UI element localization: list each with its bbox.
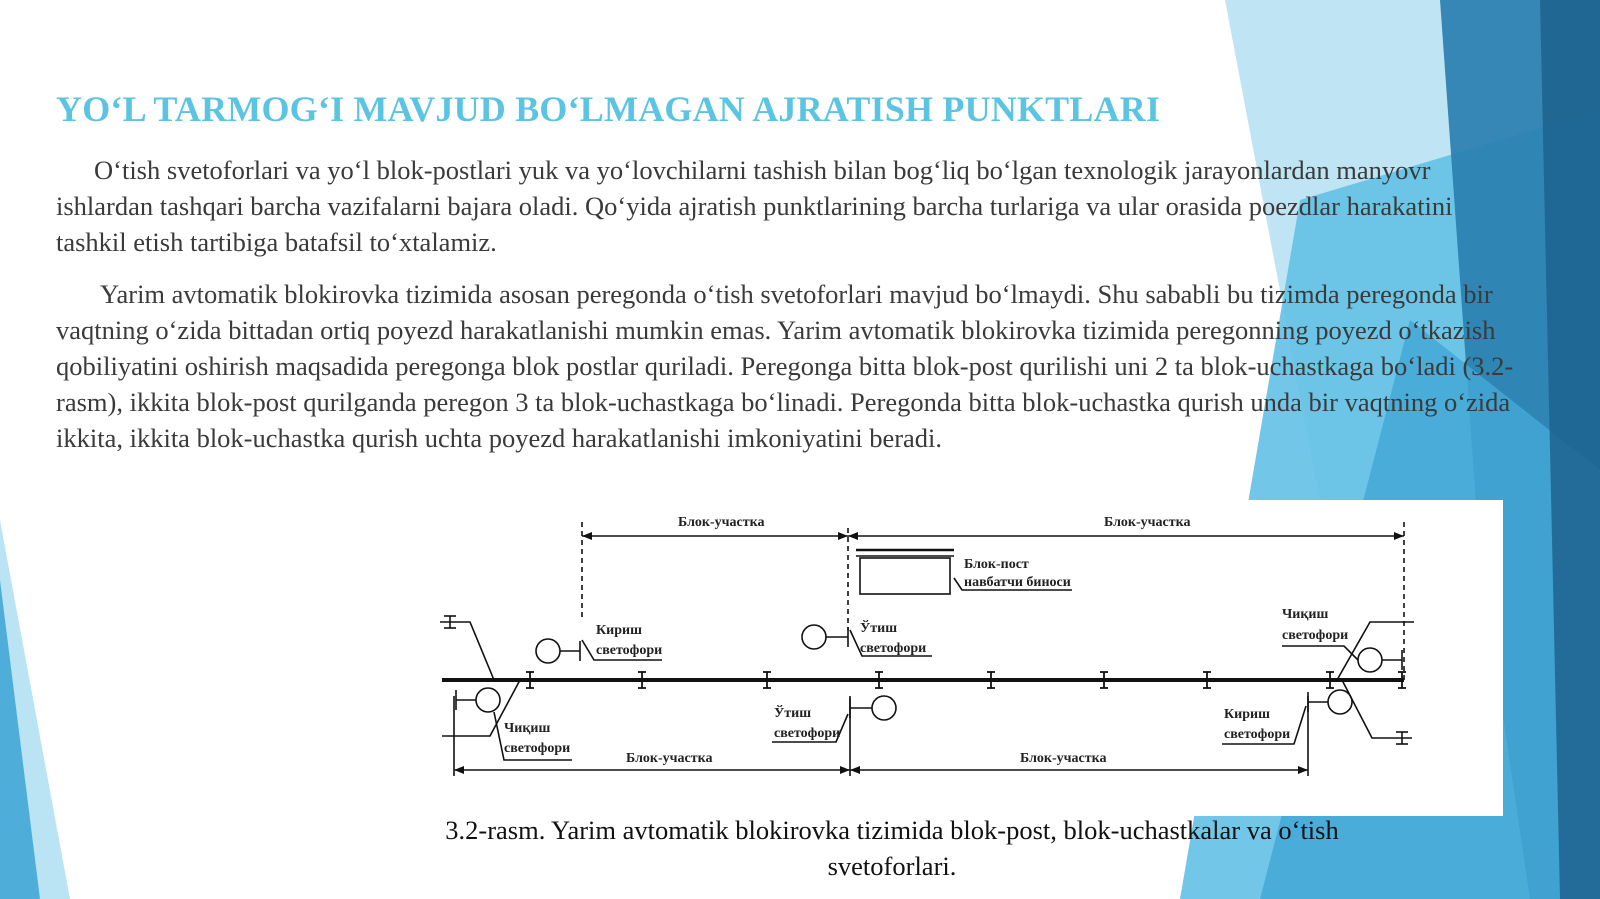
figure-caption: 3.2-rasm. Yarim avtomatik blokirovka tizimida blok-post, blok-uchastkalar va o‘tish svetoforlari. [445,815,1339,881]
entry-left-label-2: светофори [596,643,663,658]
pass-signal-bottom [872,696,896,720]
exit-signal-right [1358,648,1382,672]
bottom-label-left: Блок-участка [626,751,713,766]
entry-signal-right [1328,690,1352,714]
paragraph-1 [56,152,1516,260]
pass-signal-top [802,625,826,649]
block-post-label-2: навбатчи биноси [964,575,1071,590]
top-label-left: Блок-участка [678,515,765,530]
pass-top-label: Ўтиш [860,621,898,636]
entry-left-label: Кириш [596,623,642,638]
pass-bottom-label-2: светофори [774,726,841,741]
paragraph-2-text: Yarim avtomatik blokirovka tizimida asosan peregonda o‘tish svetoforlari mavjud bo‘lmaydi. Shu sababli bu tizimda peregonda bir vaqtning o‘zida bittadan ortiq poyezd harakatlanishi mumkin emas. Yarim avtomatik blokirovka tizimida peregonning poyezd o‘tkazish qobiliyatini oshirish maqsadida peregonga blok postlar quriladi. Peregonga bitta blok-post qurilishi uni 2 ta blok-uchastkaga bo‘ladi (3.2-rasm), ikkita blok-post qurilganda peregon 3 ta blok-uchastkaga bo‘linadi. Peregonda bitta blok-uchastka qurish unda bir vaqtning o‘zida ikkita, ikkita blok-uchastka qurish uchta poyezd harakatlanishi imkoniyatini beradi. [56,279,1514,453]
left-turnout-upper [440,622,494,680]
exit-left-label-2: светофори [504,741,571,756]
exit-left-label: Чиқиш [504,721,551,736]
exit-right-label: Чиқиш [1282,607,1329,622]
block-post-label: Блок-пост [964,557,1029,572]
diagram-svg [432,500,1503,816]
top-label-right: Блок-участка [1104,515,1191,530]
block-post-building [860,558,950,594]
slide-title: YO‘L TARMOG‘I MAVJUD BO‘LMAGAN AJRATISH PUNKTLARI [56,89,1161,129]
paragraph-1-text: O‘tish svetoforlari va yo‘l blok-postlari yuk va yo‘lovchilarni tashish bilan bog‘liq bo‘lgan texnologik jarayonlardan manyovr ishlardan tashqari barcha vazifalarni bajara oladi. Qo‘yida ajratish punktlarining barcha turlariga va ular orasida poezdlar harakatini tashkil etish tartibiga batafsil to‘xtalamiz. [56,155,1453,257]
bottom-label-right: Блок-участка [1020,751,1107,766]
exit-right-label-2: светофори [1282,628,1349,643]
entry-right-label-2: светофори [1224,727,1291,742]
block-post-diagram [432,500,1503,816]
entry-signal-left [536,639,560,663]
exit-signal-left [476,688,500,712]
pass-top-label-2: светофори [860,641,927,656]
pass-bottom-label: Ўтиш [774,706,812,721]
entry-right-label: Кириш [1224,707,1270,722]
paragraph-2 [56,276,1516,456]
